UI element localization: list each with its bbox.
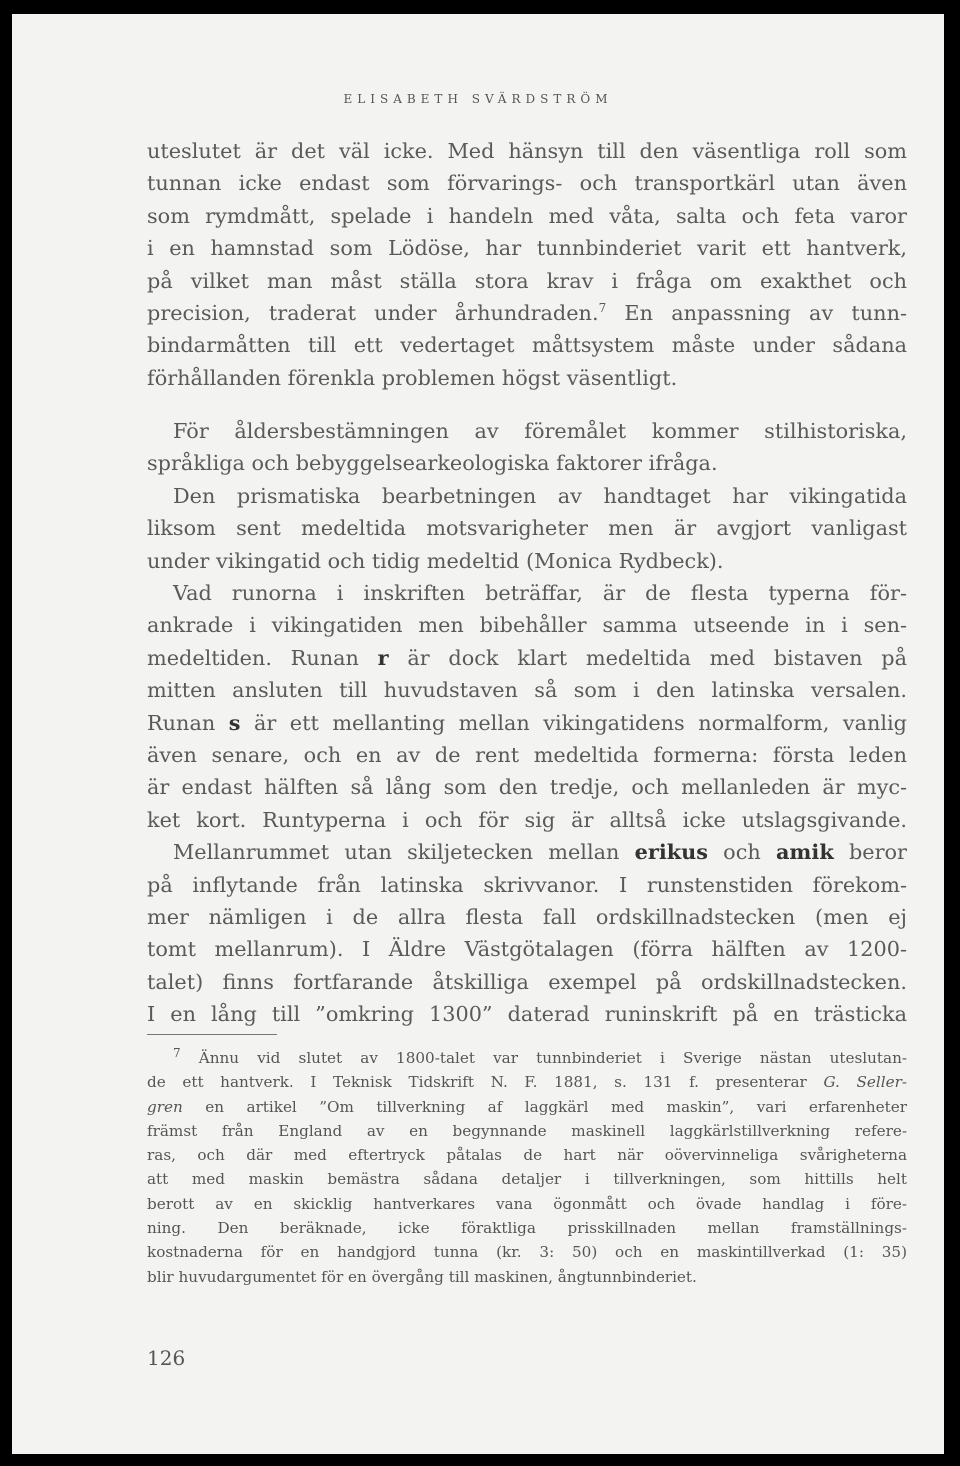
text-line: i en hamnstad som Lödöse, har tunnbinderiet varit ett hantverk, — [147, 236, 907, 261]
text-line — [147, 297, 907, 329]
text-line: liksom sent medeltida motsvarigheter men är avgjort vanligast — [147, 516, 907, 541]
book-page — [12, 14, 944, 1454]
text-line: som rymdmått, spelade i handeln med våta, salta och feta varor — [147, 203, 907, 228]
text-segment: Ännu vid slutet av 1800-talet var tunnbinderiet i Sverige nästan uteslutan- — [180, 1049, 907, 1067]
text-line: förhållanden förenkla problemen högst väsentligt. — [147, 365, 678, 390]
text-line: bindarmåtten till ett vedertaget måttsystem måste under sådana — [147, 333, 907, 358]
text-segment: en artikel ”Om tillverkning af laggkärl med maskin”, vari erfarenheter — [182, 1097, 907, 1116]
footnote-line: ning. Den beräknade, icke föraktliga prisskillnaden mellan framställnings- — [147, 1219, 907, 1238]
author-name: G. Seller- — [823, 1073, 907, 1092]
text-line: tunnan icke endast som förvarings- och transportkärl utan även — [147, 171, 907, 196]
text-line: uteslutet är det väl icke. Med hänsyn till den väsentliga roll som — [147, 139, 907, 163]
text-line — [147, 642, 907, 674]
footnote — [147, 1046, 907, 1289]
rune-s: s — [228, 709, 241, 735]
text-line: I en lång till ”omkring 1300” daterad runinskrift på en trästicka — [147, 1002, 907, 1027]
paragraph-tunnbinderi — [147, 135, 907, 394]
text-segment: är ett mellanting mellan vikingatidens normalform, vanlig — [240, 710, 907, 735]
text-line: är endast hälften så lång som den tredje, och mellanleden är myc- — [147, 775, 907, 800]
text-line: mitten ansluten till huvudstaven så som i den latinska versalen. — [147, 678, 907, 703]
text-segment: de ett hantverk. I Teknisk Tidskrift N. F. 1881, s. 131 f. presenterar — [147, 1073, 824, 1092]
paragraph-aldersbestamning — [147, 415, 907, 480]
author-name: gren — [147, 1097, 183, 1116]
text-line: språkliga och bebyggelsearkeologiska faktorer ifråga. — [147, 451, 718, 476]
text-line: Vad runorna i inskriften beträffar, är de flesta typerna för- — [173, 581, 907, 605]
footnote-line: främst från England av en begynnande maskinell laggkärlstillverkning refere- — [147, 1121, 907, 1140]
text-segment: En anpassning av tunn- — [606, 301, 907, 326]
text-segment: är dock klart medeltida med bistaven på — [388, 645, 907, 670]
paragraph-runorna — [147, 577, 907, 1031]
text-line: på vilket man måst ställa stora krav i fråga om exakthet och — [147, 268, 907, 293]
text-segment: precision, traderat under århundraden. — [147, 301, 599, 326]
text-line: ket kort. Runtyperna i och för sig är alltså icke utslagsgivande. — [147, 807, 907, 832]
text-line: under vikingatid och tidig medeltid (Monica Rydbeck). — [147, 548, 724, 573]
word-amik: amik — [775, 839, 834, 865]
footnote-line: ras, och där med eftertryck påtalas de hart när oövervinneliga svårigheterna — [147, 1146, 907, 1165]
text-line: ankrade i vikingatiden men bibehåller samma utseende in i sen- — [147, 613, 907, 638]
text-segment: beror — [833, 840, 907, 865]
text-line: tomt mellanrum). I Äldre Västgötalagen (förra hälften av 1200- — [147, 937, 907, 962]
text-line: För åldersbestämningen av föremålet kommer stilhistoriska, — [173, 419, 907, 443]
text-line: mer nämligen i de allra flesta fall ordskillnadstecken (men ej — [147, 905, 907, 930]
text-line — [147, 707, 907, 739]
text-segment: Mellanrummet utan skiljetecken mellan — [173, 840, 635, 865]
page-number: 126 — [147, 1346, 186, 1370]
text-line: Den prismatiska bearbetningen av handtaget har vikingatida — [173, 484, 907, 508]
footnote-line — [147, 1095, 907, 1119]
text-segment: och — [707, 840, 776, 865]
footnote-marker: 7 — [173, 1045, 181, 1060]
text-line: talet) finns fortfarande åtskilliga exempel på ordskillnadstecken. — [147, 969, 907, 994]
footnote-line: kostnaderna för en handgjord tunna (kr. 3: 50) och en maskintillverkad (1: 35) — [147, 1243, 907, 1262]
footnote-line — [147, 1070, 907, 1094]
footnote-ref: 7 — [598, 301, 607, 316]
word-erikus: erikus — [634, 839, 708, 865]
paragraph-prismatisk — [147, 480, 907, 577]
text-line: på inflytande från latinska skrivvanor. I runstenstiden förekom- — [147, 872, 907, 897]
footnote-line: berott av en skicklig hantverkares vana ögonmått och övade handlag i före- — [147, 1194, 907, 1213]
footnote-line — [147, 1046, 907, 1070]
footnote-rule — [147, 1034, 277, 1035]
rune-r: r — [377, 644, 389, 670]
text-line: även senare, och en av de rent medeltida formerna: första leden — [147, 743, 907, 768]
text-segment: medeltiden. Runan — [147, 645, 378, 670]
text-line — [147, 836, 907, 868]
footnote-line: blir huvudargumentet för en övergång till maskinen, ångtunnbinderiet. — [147, 1267, 697, 1286]
running-header: ELISABETH SVÄRDSTRÖM — [343, 92, 613, 106]
text-segment: Runan — [147, 710, 229, 735]
footnote-line: att med maskin bemästra sådana detaljer i tillverkningen, som hittills helt — [147, 1170, 907, 1189]
